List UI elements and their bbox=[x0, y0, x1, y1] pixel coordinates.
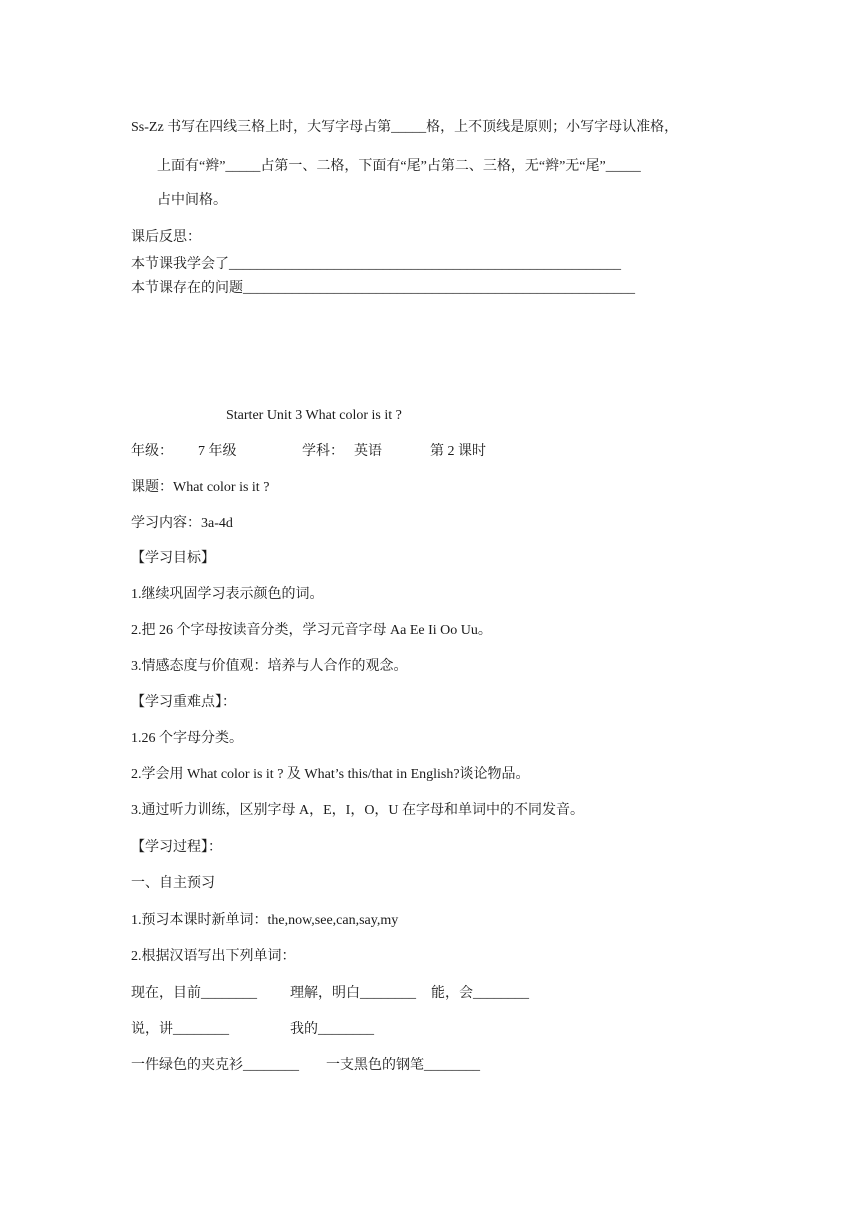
lesson-content: 学习内容：3a-4d bbox=[131, 516, 233, 531]
key-points-heading: 【学习重难点】： bbox=[131, 695, 236, 710]
goals-heading: 【学习目标】 bbox=[131, 551, 215, 566]
write-words-instruction: 2.根据汉语写出下列单词： bbox=[131, 949, 296, 964]
section-one-heading: 一、自主预习 bbox=[131, 876, 215, 891]
blank-item: 一支黑色的钢笔________ bbox=[326, 1058, 480, 1073]
blank-item: 现在，目前________ bbox=[131, 986, 257, 1001]
period: 第 2 课时 bbox=[430, 444, 486, 459]
process-heading: 【学习过程】： bbox=[131, 840, 222, 855]
blank-item: 一件绿色的夹克衫________ bbox=[131, 1058, 299, 1073]
grade-value: 7 年级 bbox=[198, 444, 237, 459]
grade-label: 年级： bbox=[131, 444, 173, 459]
info-row bbox=[131, 443, 486, 461]
key-point-item: 3.通过听力训练，区别字母 A，E，I，O，U 在字母和单词中的不同发音。 bbox=[131, 803, 585, 818]
goal-item: 1.继续巩固学习表示颜色的词。 bbox=[131, 587, 324, 602]
goal-item: 2.把 26 个字母按读音分类，学习元音字母 Aa Ee Ii Oo Uu。 bbox=[131, 623, 492, 638]
learned-line: 本节课我学会了________________________________________________________ bbox=[131, 257, 621, 272]
reflection-heading: 课后反思： bbox=[131, 230, 201, 245]
blanks-row bbox=[131, 985, 529, 1003]
key-point-item: 1.26 个字母分类。 bbox=[131, 731, 243, 746]
lesson-topic: 课题：What color is it ? bbox=[131, 480, 270, 495]
blank-item: 我的________ bbox=[290, 1022, 374, 1037]
preview-words: 1.预习本课时新单词：the,now,see,can,say,my bbox=[131, 913, 399, 928]
blank-item: 能，会________ bbox=[431, 986, 529, 1001]
instruction-line-1: Ss-Zz 书写在四线三格上时，大写字母占第_____格，上不顶线是原则；小写字母认准格， bbox=[131, 120, 679, 135]
problems-line: 本节课存在的问题________________________________________________________ bbox=[131, 281, 635, 296]
blank-item: 说，讲________ bbox=[131, 1022, 229, 1037]
subject-label: 学科： bbox=[302, 444, 344, 459]
blanks-row bbox=[131, 1057, 480, 1075]
lesson-title: Starter Unit 3 What color is it ? bbox=[226, 408, 402, 423]
key-point-item: 2.学会用 What color is it ? 及 What’s this/that in English?谈论物品。 bbox=[131, 767, 530, 782]
goal-item: 3.情感态度与价值观：培养与人合作的观念。 bbox=[131, 659, 408, 674]
subject-value: 英语 bbox=[354, 444, 382, 459]
instruction-line-2: 上面有“辫”_____占第一、二格，下面有“尾”占第二、三格，无“辫”无“尾”_____ bbox=[157, 159, 641, 174]
blanks-row bbox=[131, 1021, 374, 1039]
instruction-line-3: 占中间格。 bbox=[157, 193, 227, 208]
blank-item: 理解，明白________ bbox=[290, 986, 416, 1001]
